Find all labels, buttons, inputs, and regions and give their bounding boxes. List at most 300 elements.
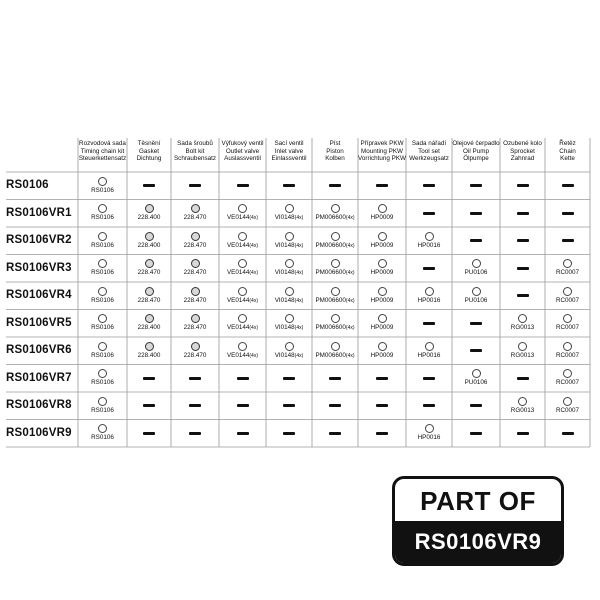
- part-number: RG0013: [510, 351, 535, 359]
- not-included-dash: [376, 377, 388, 380]
- part-code: [371, 242, 394, 250]
- table-cell: [127, 227, 171, 255]
- not-included-dash: [562, 432, 574, 435]
- part-number: PM006600: [315, 296, 346, 304]
- bit-logo-icon: [238, 342, 247, 351]
- part-code: [275, 297, 304, 305]
- bit-logo-icon: [563, 397, 572, 406]
- column-header-line: Auslassventil: [224, 155, 261, 163]
- part-code: [556, 379, 579, 387]
- column-header: [171, 140, 219, 163]
- part-number: RG0013: [510, 324, 535, 332]
- bit-logo-icon: [378, 232, 387, 241]
- table-cell: [452, 392, 500, 420]
- table-cell: [358, 420, 406, 448]
- table-cell: [545, 365, 590, 393]
- part-code: [184, 352, 207, 360]
- bit-logo-icon: [98, 232, 107, 241]
- part-code: [184, 214, 207, 222]
- table-cell: [78, 365, 127, 393]
- part-quantity: (4x): [345, 215, 355, 222]
- row-label: RS0106VR7: [6, 371, 72, 384]
- part-code: [371, 269, 394, 277]
- table-cell: [358, 392, 406, 420]
- part-number: RC0007: [555, 406, 580, 414]
- part-code: [184, 324, 207, 332]
- part-quantity: (4x): [345, 352, 355, 359]
- part-number: RS0106: [91, 351, 114, 359]
- part-number: 228.400: [137, 351, 161, 359]
- bit-logo-icon: [563, 287, 572, 296]
- part-code: [227, 214, 258, 222]
- bit-logo-icon: [331, 259, 340, 268]
- table-cell: [312, 282, 358, 310]
- table-cell: [500, 227, 545, 255]
- part-code: [91, 297, 114, 305]
- table-cell: [78, 282, 127, 310]
- table-cell: [171, 310, 219, 338]
- bit-logo-icon: [563, 342, 572, 351]
- table-cell: [545, 420, 590, 448]
- part-code: [227, 352, 258, 360]
- not-included-dash: [143, 404, 155, 407]
- column-header-line: Sada šroubů: [177, 140, 213, 147]
- part-number: 228.470: [183, 324, 207, 332]
- table-cell: [127, 282, 171, 310]
- table-cell: [358, 337, 406, 365]
- bit-logo-icon: [472, 369, 481, 378]
- part-number: 228.400: [137, 241, 161, 249]
- column-header-line: Rozvodová sada: [79, 140, 126, 147]
- part-number: VI0148: [274, 351, 295, 359]
- bit-logo-icon: [98, 342, 107, 351]
- row-label: RS0106VR1: [6, 206, 72, 219]
- column-header-line: Vorrichtung PKW: [358, 155, 406, 163]
- bit-logo-icon: [472, 259, 481, 268]
- column-header: [452, 140, 500, 163]
- not-included-dash: [376, 404, 388, 407]
- table-cell: [266, 392, 312, 420]
- part-quantity: (4x): [345, 297, 355, 304]
- bit-logo-icon: [238, 287, 247, 296]
- table-cell: [358, 282, 406, 310]
- part-code: [315, 269, 354, 277]
- not-included-dash: [423, 212, 435, 215]
- column-header-line: Dichtung: [136, 155, 162, 163]
- column-header-line: Timing chain kit: [80, 147, 125, 155]
- column-header: [127, 140, 171, 163]
- column-header-line: Kolben: [325, 155, 345, 163]
- table-cell: [219, 172, 266, 200]
- part-quantity: (4x): [294, 352, 304, 359]
- not-included-dash: [423, 377, 435, 380]
- part-code: [315, 324, 354, 332]
- part-code: [91, 407, 114, 415]
- bit-logo-icon: [98, 369, 107, 378]
- column-header: [219, 140, 266, 163]
- column-header-line: Tool set: [418, 147, 440, 155]
- column-header-line: Sprocket: [510, 147, 535, 155]
- table-cell: [312, 172, 358, 200]
- table-cell: [266, 337, 312, 365]
- column-header-line: Gasket: [139, 147, 159, 155]
- bit-logo-icon: [563, 259, 572, 268]
- part-code: [511, 324, 534, 332]
- part-number: RS0106: [91, 379, 114, 387]
- table-cell: [78, 420, 127, 448]
- bit-logo-icon: [98, 397, 107, 406]
- part-number: RS0106: [91, 296, 114, 304]
- column-header-line: Outlet valve: [225, 147, 260, 155]
- row-label: RS0106: [6, 179, 49, 191]
- part-code: [184, 297, 207, 305]
- table-cell: [127, 310, 171, 338]
- column-header-line: Píst: [329, 140, 341, 147]
- part-quantity: (4x): [249, 242, 259, 249]
- table-cell: [127, 172, 171, 200]
- part-code: [138, 214, 161, 222]
- table-cell: [266, 172, 312, 200]
- bit-logo-icon: [378, 259, 387, 268]
- table-cell: [127, 420, 171, 448]
- not-included-dash: [423, 184, 435, 187]
- not-included-dash: [376, 184, 388, 187]
- table-cell: [219, 420, 266, 448]
- table-cell: [358, 172, 406, 200]
- part-number: HP0009: [370, 269, 394, 277]
- table-cell: [127, 365, 171, 393]
- bit-logo-icon: [425, 424, 434, 433]
- part-code: [371, 297, 394, 305]
- part-code: [184, 242, 207, 250]
- table-cell: [312, 392, 358, 420]
- not-included-dash: [470, 432, 482, 435]
- part-number: RC0007: [555, 351, 580, 359]
- elring-logo-icon: [145, 232, 154, 241]
- part-number: VE0144: [226, 296, 250, 304]
- table-cell: [219, 282, 266, 310]
- not-included-dash: [189, 184, 201, 187]
- part-number: HP0016: [417, 296, 441, 304]
- part-code: [315, 352, 354, 360]
- column-header-line: Einlassventil: [271, 155, 307, 163]
- table-cell: [500, 310, 545, 338]
- part-quantity: (4x): [249, 297, 259, 304]
- part-quantity: (4x): [294, 215, 304, 222]
- part-code: [371, 324, 394, 332]
- elring-logo-icon: [191, 204, 200, 213]
- part-code: [371, 214, 394, 222]
- part-code: [511, 407, 534, 415]
- part-code: [91, 214, 114, 222]
- row-label: RS0106VR4: [6, 289, 72, 301]
- part-number: RC0007: [555, 296, 580, 304]
- part-number: RS0106: [91, 214, 114, 222]
- elring-logo-icon: [145, 204, 154, 213]
- table-cell: [266, 200, 312, 228]
- bit-logo-icon: [238, 259, 247, 268]
- part-number: RS0106: [91, 324, 114, 332]
- table-cell: [78, 227, 127, 255]
- part-quantity: (4x): [249, 215, 259, 222]
- table-cell: [266, 365, 312, 393]
- part-code: [91, 269, 114, 277]
- part-of-badge: [392, 476, 564, 566]
- table-cell: [312, 365, 358, 393]
- table-cell: [500, 365, 545, 393]
- table-cell: [219, 365, 266, 393]
- part-number: HP0009: [370, 324, 394, 332]
- column-header: [545, 140, 590, 163]
- part-code: [91, 187, 114, 195]
- part-number: VE0144: [226, 351, 250, 359]
- part-number: VE0144: [226, 241, 250, 249]
- row-label: RS0106VR2: [6, 234, 72, 246]
- elring-logo-icon: [191, 314, 200, 323]
- table-cell: [78, 255, 127, 283]
- column-header-line: Přípravek PKW: [360, 140, 404, 147]
- part-code: [418, 242, 441, 250]
- table-cell: [171, 255, 219, 283]
- part-code: [275, 352, 304, 360]
- part-code: [138, 324, 161, 332]
- not-included-dash: [283, 184, 295, 187]
- part-number: PM006600: [315, 324, 346, 332]
- part-code: [275, 214, 304, 222]
- table-cell: [171, 392, 219, 420]
- bit-logo-icon: [98, 259, 107, 268]
- part-number: HP0009: [370, 214, 394, 222]
- part-number: PU0106: [464, 296, 488, 304]
- column-header-line: Sací ventil: [274, 140, 304, 147]
- column-header-line: Mounting PKW: [361, 147, 403, 155]
- column-header-line: Zahnrad: [510, 155, 535, 163]
- table-cell: [545, 255, 590, 283]
- part-code: [91, 434, 114, 442]
- part-number: RC0007: [555, 379, 580, 387]
- part-quantity: (4x): [294, 270, 304, 277]
- table-cell: [171, 420, 219, 448]
- bit-logo-icon: [285, 314, 294, 323]
- table-cell: [452, 365, 500, 393]
- part-code: [556, 352, 579, 360]
- column-header: [78, 140, 127, 163]
- not-included-dash: [189, 432, 201, 435]
- not-included-dash: [283, 432, 295, 435]
- table-cell: [171, 172, 219, 200]
- table-cell: [266, 282, 312, 310]
- table-cell: [219, 392, 266, 420]
- bit-logo-icon: [378, 314, 387, 323]
- bit-logo-icon: [425, 232, 434, 241]
- part-number: RG0013: [510, 406, 535, 414]
- bit-logo-icon: [425, 287, 434, 296]
- table-cell: [452, 172, 500, 200]
- table-cell: [406, 310, 452, 338]
- column-header-line: Olejové čerpadlo: [452, 140, 500, 147]
- bit-logo-icon: [331, 342, 340, 351]
- not-included-dash: [517, 212, 529, 215]
- part-code: [184, 269, 207, 277]
- table-cell: [500, 282, 545, 310]
- table-cell: [406, 420, 452, 448]
- not-included-dash: [517, 294, 529, 297]
- table-cell: [406, 227, 452, 255]
- table-cell: [171, 227, 219, 255]
- table-cell: [219, 227, 266, 255]
- part-code: [556, 297, 579, 305]
- bit-logo-icon: [425, 342, 434, 351]
- part-number: 228.470: [183, 214, 207, 222]
- not-included-dash: [189, 377, 201, 380]
- not-included-dash: [283, 377, 295, 380]
- row-label: RS0106VR5: [6, 316, 72, 329]
- bit-logo-icon: [98, 204, 107, 213]
- not-included-dash: [329, 184, 341, 187]
- elring-logo-icon: [191, 342, 200, 351]
- part-number: VI0148: [274, 241, 295, 249]
- bit-logo-icon: [563, 369, 572, 378]
- table-cell: [358, 255, 406, 283]
- part-code: [465, 379, 488, 387]
- table-cell: [500, 337, 545, 365]
- part-code: [418, 352, 441, 360]
- table-cell: [219, 200, 266, 228]
- not-included-dash: [470, 212, 482, 215]
- column-header: [406, 140, 452, 163]
- part-code: [315, 297, 354, 305]
- not-included-dash: [470, 184, 482, 187]
- table-cell: [312, 337, 358, 365]
- column-header-line: Schraubensatz: [173, 155, 216, 163]
- part-code: [315, 214, 354, 222]
- column-header: [312, 140, 358, 163]
- table-cell: [358, 310, 406, 338]
- table-cell: [266, 255, 312, 283]
- part-code: [138, 297, 161, 305]
- part-code: [275, 242, 304, 250]
- bit-logo-icon: [331, 232, 340, 241]
- part-quantity: (4x): [249, 325, 259, 332]
- part-number: 228.470: [137, 296, 161, 304]
- bit-logo-icon: [378, 342, 387, 351]
- elring-logo-icon: [145, 259, 154, 268]
- part-of-label: PART OF: [420, 486, 536, 516]
- not-included-dash: [562, 184, 574, 187]
- column-header: [500, 140, 545, 163]
- part-number: VE0144: [226, 324, 250, 332]
- not-included-dash: [376, 432, 388, 435]
- table-cell: [545, 337, 590, 365]
- part-code: [511, 352, 534, 360]
- column-header-line: Výfukový ventil: [221, 140, 264, 147]
- part-code: [418, 297, 441, 305]
- row-label: RS0106VR9: [6, 426, 72, 439]
- table-cell: [312, 255, 358, 283]
- bit-logo-icon: [518, 342, 527, 351]
- not-included-dash: [517, 239, 529, 242]
- table-cell: [406, 282, 452, 310]
- part-quantity: (4x): [345, 270, 355, 277]
- table-cell: [312, 310, 358, 338]
- table-cell: [545, 200, 590, 228]
- not-included-dash: [237, 432, 249, 435]
- not-included-dash: [562, 212, 574, 215]
- row-label: RS0106VR3: [6, 261, 72, 274]
- table-cell: [266, 310, 312, 338]
- part-code: [91, 379, 114, 387]
- part-code: [138, 242, 161, 250]
- table-cell: [452, 420, 500, 448]
- table-cell: [78, 392, 127, 420]
- not-included-dash: [470, 404, 482, 407]
- column-header-line: Bolt kit: [185, 147, 205, 155]
- not-included-dash: [423, 404, 435, 407]
- column-header: [266, 140, 312, 163]
- table-cell: [78, 337, 127, 365]
- table-cell: [545, 310, 590, 338]
- table-cell: [452, 337, 500, 365]
- part-code: [138, 352, 161, 360]
- table-cell: [78, 310, 127, 338]
- table-cell: [171, 365, 219, 393]
- column-header: [358, 140, 406, 163]
- bit-logo-icon: [378, 204, 387, 213]
- part-number: VE0144: [226, 269, 250, 277]
- table-cell: [406, 337, 452, 365]
- part-number: 228.470: [137, 269, 161, 277]
- part-number: 228.400: [137, 214, 161, 222]
- bit-logo-icon: [518, 314, 527, 323]
- part-number: 228.470: [183, 241, 207, 249]
- elring-logo-icon: [145, 314, 154, 323]
- not-included-dash: [237, 404, 249, 407]
- part-number: RS0106: [91, 269, 114, 277]
- table-cell: [406, 172, 452, 200]
- part-code: [275, 269, 304, 277]
- table-cell: [127, 337, 171, 365]
- bit-logo-icon: [331, 314, 340, 323]
- table-cell: [78, 172, 127, 200]
- table-cell: [545, 172, 590, 200]
- elring-logo-icon: [191, 259, 200, 268]
- part-number: 228.470: [183, 269, 207, 277]
- table-cell: [78, 200, 127, 228]
- bit-logo-icon: [563, 314, 572, 323]
- table-cell: [500, 172, 545, 200]
- part-code: [91, 242, 114, 250]
- part-number: HP0016: [417, 241, 441, 249]
- bit-logo-icon: [518, 397, 527, 406]
- table-cell: [266, 420, 312, 448]
- part-number: 228.470: [183, 351, 207, 359]
- column-header-line: Inlet valve: [274, 147, 304, 155]
- column-header-line: Werkzeugsatz: [409, 155, 449, 163]
- part-number: HP0009: [370, 296, 394, 304]
- part-number: PM006600: [315, 269, 346, 277]
- part-code: [418, 434, 441, 442]
- elring-logo-icon: [145, 342, 154, 351]
- part-code: [227, 324, 258, 332]
- elring-logo-icon: [191, 287, 200, 296]
- part-code: [91, 352, 114, 360]
- table-cell: [406, 392, 452, 420]
- column-header-line: Sada nářadí: [411, 140, 447, 147]
- bit-logo-icon: [285, 287, 294, 296]
- table-cell: [452, 227, 500, 255]
- row-label: RS0106VR6: [6, 344, 72, 356]
- table-cell: [545, 392, 590, 420]
